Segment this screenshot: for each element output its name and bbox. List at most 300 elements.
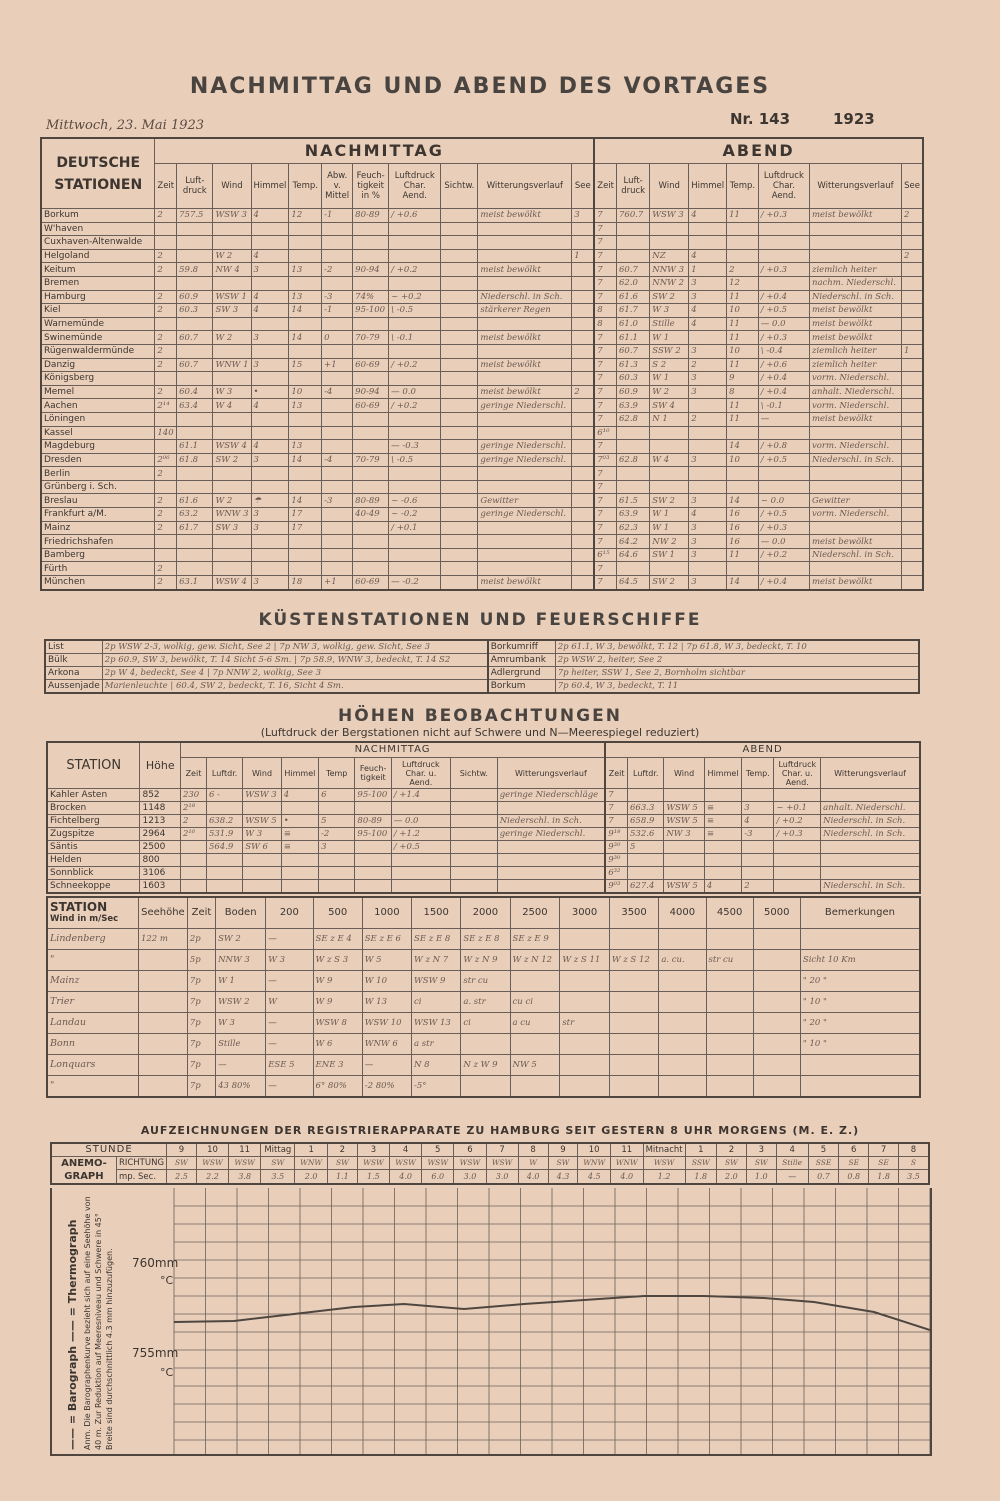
abend-cell: NNW 3 xyxy=(650,263,689,277)
nachmittag-cell xyxy=(155,440,177,454)
station-name: Frankfurt a/M. xyxy=(41,508,155,522)
abend-cell xyxy=(809,521,901,535)
abend-cell: 60.7 xyxy=(617,263,650,277)
wind-col-11: 4000 xyxy=(659,897,706,929)
abend-cell: 7 xyxy=(594,399,616,413)
hoehen-n-cell xyxy=(243,880,281,894)
hoehen-col-n-0: Zeit xyxy=(180,758,206,789)
abend-cell: meist bewölkt xyxy=(809,304,901,318)
recorder-direction-row xyxy=(51,1157,929,1170)
coast-report: 7p heiter, SSW 1, See 2, Bornholm sichtbar xyxy=(555,667,919,680)
direction-cell: W xyxy=(518,1157,548,1170)
direction-cell: WSW xyxy=(486,1157,518,1170)
wind-station: " xyxy=(47,950,138,971)
station-row xyxy=(41,209,923,223)
hoehen-n-cell xyxy=(450,867,497,880)
abend-cell xyxy=(727,222,759,236)
nachmittag-cell: 2 xyxy=(155,562,177,576)
hoehen-row xyxy=(47,828,920,841)
nachmittag-cell xyxy=(289,548,322,562)
coast-report: 2p WSW 2, heiter, See 2 xyxy=(555,654,919,667)
hoehen-n-cell xyxy=(319,854,355,867)
nachmittag-cell xyxy=(572,535,594,549)
wind-cell xyxy=(706,992,753,1013)
hoehen-col-n-7: Sichtw. xyxy=(450,758,497,789)
nachmittag-cell xyxy=(478,344,572,358)
abend-cell: 2 xyxy=(689,358,727,372)
abend-cell xyxy=(617,440,650,454)
abend-cell xyxy=(689,331,727,345)
speed-cell: — xyxy=(776,1170,808,1184)
nachmittag-cell xyxy=(441,331,478,345)
nachmittag-cell xyxy=(478,236,572,250)
abend-cell xyxy=(902,399,923,413)
nachmittag-cell: 2¹⁴ xyxy=(155,399,177,413)
abend-cell: 7 xyxy=(594,344,616,358)
abend-cell: 62.8 xyxy=(617,412,650,426)
abend-cell xyxy=(650,480,689,494)
abend-cell: 7 xyxy=(594,331,616,345)
wind-cell: SE z E 4 xyxy=(313,929,362,950)
wind-cell: W 9 xyxy=(313,992,362,1013)
abend-cell: 62.0 xyxy=(617,276,650,290)
wind-cell: Sicht 10 Km xyxy=(800,950,920,971)
direction-cell: SSW xyxy=(685,1157,716,1170)
nachmittag-cell xyxy=(478,548,572,562)
issue-year: 1923 xyxy=(833,110,875,128)
nachmittag-cell xyxy=(389,372,441,386)
speed-cell: 2.0 xyxy=(295,1170,328,1184)
wind-cell xyxy=(609,1013,659,1034)
nachmittag-cell xyxy=(177,222,213,236)
nachmittag-cell xyxy=(353,467,389,481)
hoehen-height-header: Höhe xyxy=(140,742,181,789)
col-a-2: Wind xyxy=(650,164,689,209)
abend-cell xyxy=(758,480,809,494)
abend-cell xyxy=(902,236,923,250)
abend-cell: 11 xyxy=(727,412,759,426)
wind-cell xyxy=(560,1034,610,1055)
nachmittag-cell: -4 xyxy=(322,453,353,467)
nachmittag-cell xyxy=(353,548,389,562)
nachmittag-cell xyxy=(389,467,441,481)
nachmittag-cell xyxy=(441,440,478,454)
nachmittag-header: NACHMITTAG xyxy=(155,138,594,164)
abend-cell: 10 xyxy=(727,453,759,467)
hoehen-n-cell: 6 - xyxy=(206,789,242,802)
abend-cell: 61.7 xyxy=(617,304,650,318)
wind-cell xyxy=(461,1034,510,1055)
nachmittag-cell xyxy=(289,535,322,549)
nachmittag-cell xyxy=(251,276,289,290)
nachmittag-cell xyxy=(251,426,289,440)
nachmittag-cell xyxy=(322,399,353,413)
abend-cell: 11 xyxy=(727,399,759,413)
col-n-9: Witterungsverlauf xyxy=(478,164,572,209)
nachmittag-cell xyxy=(289,562,322,576)
nachmittag-cell: 70-79 xyxy=(353,453,389,467)
speed-cell: 3.5 xyxy=(261,1170,295,1184)
hoehen-a-cell xyxy=(704,789,741,802)
nachmittag-cell xyxy=(322,535,353,549)
hoehen-a-cell xyxy=(742,867,774,880)
station-row xyxy=(41,236,923,250)
abend-cell: 62.8 xyxy=(617,453,650,467)
abend-cell xyxy=(809,467,901,481)
hoehen-n-cell: -2 xyxy=(319,828,355,841)
nachmittag-cell: 14 xyxy=(289,494,322,508)
hour-cell: 6 xyxy=(839,1143,869,1157)
station-row xyxy=(41,548,923,562)
nachmittag-cell xyxy=(213,535,251,549)
abend-cell xyxy=(902,521,923,535)
recorder-speed-row xyxy=(51,1170,929,1184)
hoehen-n-cell xyxy=(206,802,242,815)
station-row xyxy=(41,263,923,277)
hour-cell: 9 xyxy=(548,1143,578,1157)
abend-cell: 3 xyxy=(689,453,727,467)
abend-cell: 3 xyxy=(689,276,727,290)
abend-cell: ziemlich heiter xyxy=(809,344,901,358)
speed-cell: 2.0 xyxy=(716,1170,746,1184)
abend-cell: 7 xyxy=(594,480,616,494)
anemo-line-2: GRAPH xyxy=(64,1171,104,1182)
nachmittag-cell: 140 xyxy=(155,426,177,440)
hoehen-station: Brocken xyxy=(47,802,140,815)
hoehen-a-cell: 7 xyxy=(605,802,627,815)
wind-cell: ESE 5 xyxy=(266,1055,313,1076)
hoehen-n-cell: 230 xyxy=(180,789,206,802)
nachmittag-cell xyxy=(572,480,594,494)
nachmittag-cell xyxy=(177,317,213,331)
nachmittag-cell xyxy=(389,480,441,494)
direction-cell: SW xyxy=(261,1157,295,1170)
nachmittag-cell: 18 xyxy=(289,576,322,590)
abend-cell: 4 xyxy=(689,209,727,223)
nachmittag-cell: -1 xyxy=(322,304,353,318)
nachmittag-cell xyxy=(289,344,322,358)
nachmittag-cell xyxy=(177,276,213,290)
wind-cell: WSW 10 xyxy=(362,1013,411,1034)
hoehen-a-cell xyxy=(742,854,774,867)
abend-cell xyxy=(809,249,901,263)
hoehen-a-cell: anhalt. Niederschl. xyxy=(821,802,920,815)
wind-cell: W z S 3 xyxy=(313,950,362,971)
abend-cell: 16 xyxy=(727,535,759,549)
hoehen-col-a-2: Wind xyxy=(664,758,705,789)
wind-cell: — xyxy=(266,971,313,992)
abend-cell xyxy=(689,562,727,576)
wind-col-5: 1000 xyxy=(362,897,411,929)
abend-cell: 7 xyxy=(594,209,616,223)
wind-cell: Stille xyxy=(216,1034,266,1055)
wind-cell xyxy=(800,929,920,950)
col-n-10: See xyxy=(572,164,594,209)
hoehen-a-cell: WSW 5 xyxy=(664,802,705,815)
wind-col-10: 3500 xyxy=(609,897,659,929)
station-row xyxy=(41,358,923,372)
abend-cell: meist bewölkt xyxy=(809,576,901,590)
hour-cell: 5 xyxy=(808,1143,839,1157)
wind-cell: 5p xyxy=(187,950,215,971)
abend-cell xyxy=(902,276,923,290)
nachmittag-cell xyxy=(322,276,353,290)
nachmittag-cell xyxy=(441,521,478,535)
station-name: Bamberg xyxy=(41,548,155,562)
wind-cell: 7p xyxy=(187,992,215,1013)
nachmittag-cell xyxy=(353,535,389,549)
nachmittag-cell xyxy=(353,480,389,494)
wind-cell xyxy=(609,1034,659,1055)
abend-cell: 8 xyxy=(594,317,616,331)
wind-cell: WSW 8 xyxy=(313,1013,362,1034)
nachmittag-cell xyxy=(389,222,441,236)
hoehen-a-cell: 2 xyxy=(742,880,774,894)
nachmittag-cell xyxy=(213,548,251,562)
abend-cell xyxy=(617,236,650,250)
speed-cell: 1.5 xyxy=(357,1170,389,1184)
nachmittag-cell: 61.7 xyxy=(177,521,213,535)
nachmittag-cell: 3 xyxy=(251,521,289,535)
nachmittag-cell xyxy=(155,548,177,562)
abend-cell xyxy=(902,494,923,508)
abend-cell: 60.9 xyxy=(617,385,650,399)
wind-station: Landau xyxy=(47,1013,138,1034)
abend-cell: meist bewölkt xyxy=(809,412,901,426)
nachmittag-cell: 4 xyxy=(251,209,289,223)
nachmittag-cell xyxy=(441,222,478,236)
hoehen-n-cell xyxy=(243,802,281,815)
nachmittag-cell: 3 xyxy=(251,508,289,522)
abend-cell: 7 xyxy=(594,521,616,535)
nachmittag-cell: 2 xyxy=(572,385,594,399)
wind-col-1: Zeit xyxy=(187,897,215,929)
nachmittag-cell: +1 xyxy=(322,358,353,372)
hoehen-a-cell: ≡ xyxy=(704,802,741,815)
nachmittag-cell xyxy=(441,412,478,426)
abend-cell xyxy=(809,480,901,494)
station-name: Bremen xyxy=(41,276,155,290)
col-n-2: Wind xyxy=(213,164,251,209)
nachmittag-cell: 61.6 xyxy=(177,494,213,508)
hoehen-a-cell: Niederschl. in Sch. xyxy=(821,828,920,841)
hoehen-n-cell xyxy=(450,815,497,828)
hoehen-a-cell: 9³⁰ xyxy=(605,854,627,867)
nachmittag-cell: 80-89 xyxy=(353,494,389,508)
abend-cell: / +0.4 xyxy=(758,290,809,304)
direction-cell: WSW xyxy=(643,1157,685,1170)
station-name: Kiel xyxy=(41,304,155,318)
main-header-row-2 xyxy=(41,164,923,209)
nachmittag-cell xyxy=(177,535,213,549)
nachmittag-cell xyxy=(289,317,322,331)
wind-station-label: STATION xyxy=(50,900,108,914)
nachmittag-cell xyxy=(441,209,478,223)
abend-cell xyxy=(758,276,809,290)
nachmittag-cell: 13 xyxy=(289,290,322,304)
hoehen-n-cell xyxy=(450,802,497,815)
nachmittag-cell xyxy=(177,480,213,494)
abend-cell xyxy=(902,331,923,345)
hoehen-station: Kahler Asten xyxy=(47,789,140,802)
abend-cell: WSW 3 xyxy=(650,209,689,223)
coast-station: List xyxy=(45,640,102,654)
nachmittag-cell: SW 3 xyxy=(213,521,251,535)
wind-cell xyxy=(706,971,753,992)
abend-cell: SSW 2 xyxy=(650,344,689,358)
wind-cell xyxy=(138,1034,187,1055)
wind-cell: 6° 80% xyxy=(313,1076,362,1098)
nachmittag-cell: — -0.2 xyxy=(389,576,441,590)
nachmittag-cell xyxy=(251,372,289,386)
nachmittag-cell xyxy=(155,236,177,250)
hour-cell: 3 xyxy=(357,1143,389,1157)
wind-cell xyxy=(659,1013,706,1034)
hoehen-n-cell: 2 xyxy=(180,815,206,828)
wind-cell: W z N 12 xyxy=(510,950,560,971)
nachmittag-cell xyxy=(441,263,478,277)
hour-cell: 1 xyxy=(295,1143,328,1157)
abend-cell: 64.5 xyxy=(617,576,650,590)
wind-cell xyxy=(706,1013,753,1034)
hoehen-a-cell: ~ +0.1 xyxy=(774,802,821,815)
hoehen-a-cell: / +0.3 xyxy=(774,828,821,841)
speed-cell: 1.8 xyxy=(869,1170,899,1184)
wind-row xyxy=(47,992,920,1013)
station-row xyxy=(41,412,923,426)
wind-cell: str xyxy=(560,1013,610,1034)
coast-report: Marienleuchte | 60.4, SW 2, bedeckt, T. 16, Sicht 4 Sm. xyxy=(102,680,488,694)
abend-cell xyxy=(902,304,923,318)
abend-cell: 7 xyxy=(594,385,616,399)
hoehen-a-cell xyxy=(704,867,741,880)
nachmittag-cell: 95-100 xyxy=(353,304,389,318)
nachmittag-cell: WNW 1 xyxy=(213,358,251,372)
station-row xyxy=(41,344,923,358)
wind-cell xyxy=(659,971,706,992)
hoehen-a-cell xyxy=(742,789,774,802)
hoehen-col-a-3: Himmel xyxy=(704,758,741,789)
hoehen-a-cell: 7 xyxy=(605,815,627,828)
abend-cell xyxy=(902,535,923,549)
wind-cell: " 10 " xyxy=(800,1034,920,1055)
nachmittag-cell xyxy=(572,317,594,331)
abend-cell: 61.3 xyxy=(617,358,650,372)
abend-cell: 14 xyxy=(727,494,759,508)
graph-note: Anm. Die Barographenkurve bezieht sich auf eine Seehöhe von 40 m. Zur Reduktion auf Meeresniveau und Schwere in 45° Breite sind durchschnittlich 4.3 mm hinzuzufügen. xyxy=(83,1196,114,1450)
abend-cell xyxy=(902,453,923,467)
hoehen-a-cell: Niederschl. in Sch. xyxy=(821,815,920,828)
hoehen-n-cell xyxy=(180,880,206,894)
abend-cell xyxy=(689,426,727,440)
hour-cell: 3 xyxy=(746,1143,776,1157)
station-row xyxy=(41,480,923,494)
coast-station: Arkona xyxy=(45,667,102,680)
abend-cell: meist bewölkt xyxy=(809,331,901,345)
abend-cell: 3 xyxy=(689,290,727,304)
hoehen-n-cell xyxy=(355,880,391,894)
hour-cell: Mitnacht xyxy=(643,1143,685,1157)
abend-cell: 4 xyxy=(689,317,727,331)
nachmittag-cell: 2 xyxy=(155,304,177,318)
coast-station: Bülk xyxy=(45,654,102,667)
abend-cell: / +0.3 xyxy=(758,331,809,345)
nachmittag-cell xyxy=(478,426,572,440)
nachmittag-cell xyxy=(251,317,289,331)
wind-cell xyxy=(138,1013,187,1034)
nachmittag-cell: meist bewölkt xyxy=(478,331,572,345)
nachmittag-cell: / +0.2 xyxy=(389,358,441,372)
wind-station-sublabel: Wind in m/Sec xyxy=(50,914,119,924)
nachmittag-cell xyxy=(441,508,478,522)
hoehen-a-cell: ≡ xyxy=(704,828,741,841)
hoehen-n-cell: SW 6 xyxy=(243,841,281,854)
temp-unit-label-1: °C xyxy=(160,1274,174,1287)
abend-cell: 4 xyxy=(689,508,727,522)
nachmittag-cell: 2⁰⁶ xyxy=(155,453,177,467)
nachmittag-cell xyxy=(441,480,478,494)
abend-cell: Niederschl. in Sch. xyxy=(809,548,901,562)
richtung-label: RICHTUNG xyxy=(116,1157,166,1170)
hoehen-height: 3106 xyxy=(140,867,181,880)
wind-cell: WSW 9 xyxy=(412,971,461,992)
nachmittag-cell xyxy=(478,317,572,331)
nachmittag-cell xyxy=(572,426,594,440)
hoehen-n-cell: 638.2 xyxy=(206,815,242,828)
nachmittag-cell xyxy=(572,508,594,522)
direction-cell: SW xyxy=(716,1157,746,1170)
graph-legend: —— = Barograph —— = Thermograph xyxy=(66,1219,79,1450)
station-row xyxy=(41,317,923,331)
coast-row xyxy=(45,640,919,654)
nachmittag-cell xyxy=(478,467,572,481)
nachmittag-cell: meist bewölkt xyxy=(478,358,572,372)
nachmittag-cell xyxy=(213,426,251,440)
abend-cell: 6¹⁰ xyxy=(594,426,616,440)
abend-cell: 2 xyxy=(689,412,727,426)
nachmittag-cell: 2 xyxy=(155,385,177,399)
abend-cell: S 2 xyxy=(650,358,689,372)
nachmittag-cell: / +0.2 xyxy=(389,263,441,277)
nachmittag-cell xyxy=(441,562,478,576)
hoehen-a-cell: 7 xyxy=(605,789,627,802)
hoehen-n-cell xyxy=(281,867,318,880)
hoehen-col-n-1: Luftdr. xyxy=(206,758,242,789)
hoehen-n-cell xyxy=(391,802,450,815)
nachmittag-cell: W 4 xyxy=(213,399,251,413)
nachmittag-cell xyxy=(389,426,441,440)
wind-cell: 7p xyxy=(187,1055,215,1076)
nachmittag-cell: 757.5 xyxy=(177,209,213,223)
wind-cell xyxy=(609,1055,659,1076)
wind-cell xyxy=(560,1055,610,1076)
nachmittag-cell xyxy=(572,399,594,413)
wind-cell xyxy=(706,1076,753,1098)
wind-cell: W z N 9 xyxy=(461,950,510,971)
nachmittag-cell xyxy=(177,548,213,562)
nachmittag-cell xyxy=(572,521,594,535)
abend-cell: \ -0.4 xyxy=(758,344,809,358)
hoehen-a-cell xyxy=(821,867,920,880)
abend-cell xyxy=(902,480,923,494)
nachmittag-cell xyxy=(572,304,594,318)
coast-table xyxy=(44,639,920,694)
hoehen-row xyxy=(47,789,920,802)
wind-cell xyxy=(706,1034,753,1055)
abend-cell: 61.0 xyxy=(617,317,650,331)
hour-cell: 7 xyxy=(486,1143,518,1157)
nachmittag-cell xyxy=(389,535,441,549)
